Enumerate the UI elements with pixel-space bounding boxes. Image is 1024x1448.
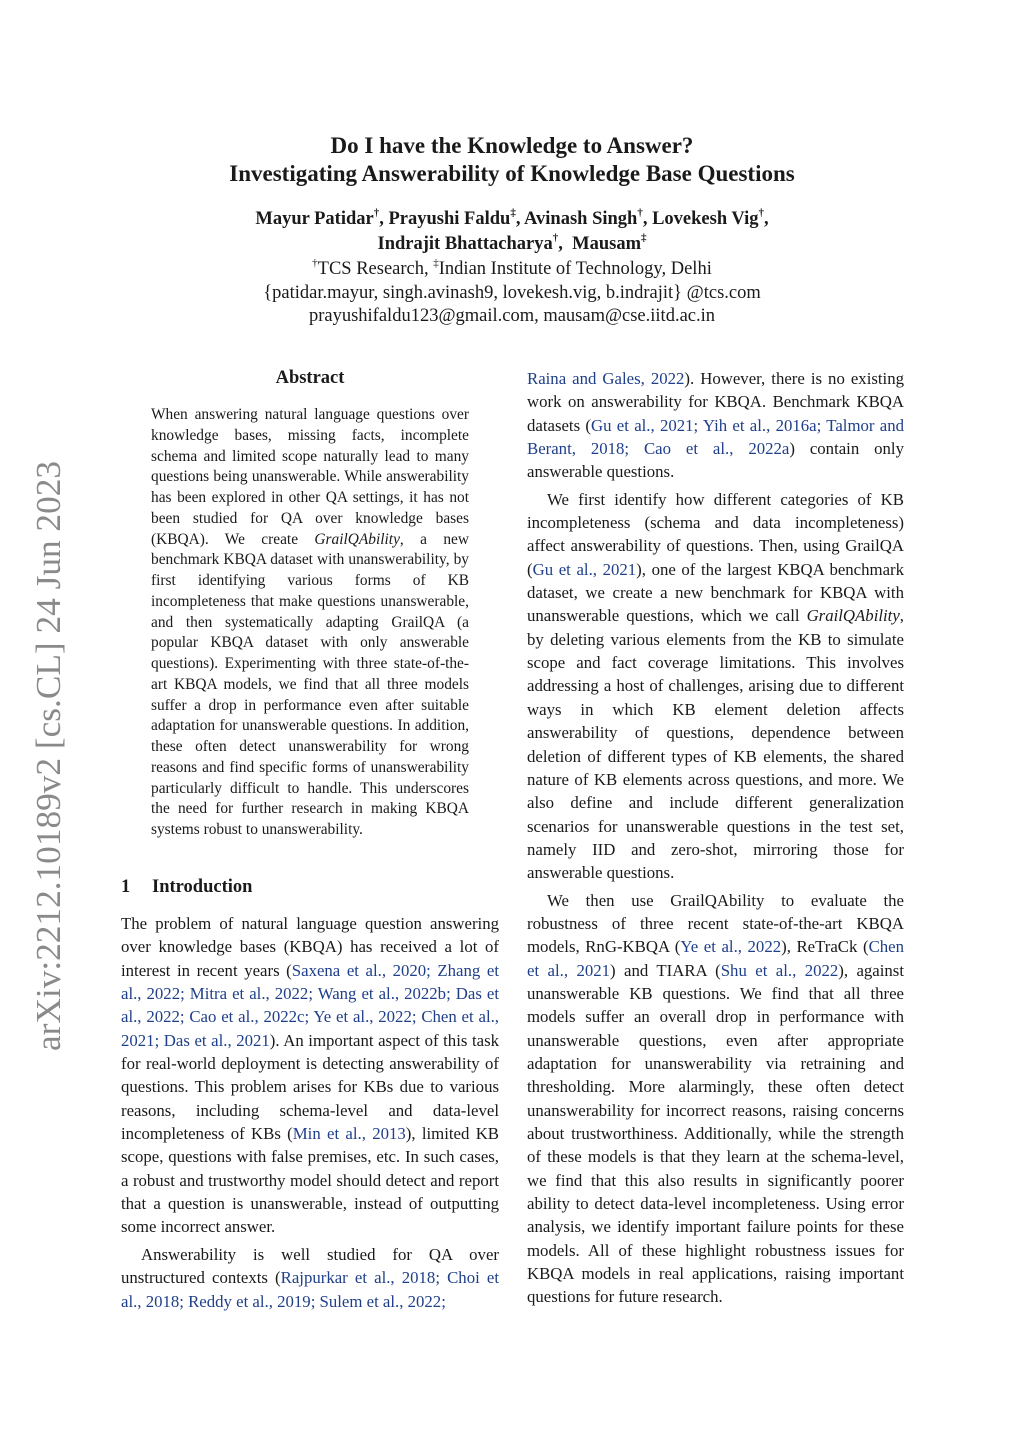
left-column-body <box>121 912 499 1313</box>
arxiv-stamp <box>8 456 80 1056</box>
affiliation-line: †TCS Research, ‡Indian Institute of Technology, Delhi <box>312 256 712 279</box>
intro-paragraph-4: We then use GrailQAbility to evaluate the robustness of three recent state-of-the-art KBQA models, RnG-KBQA (Ye et al., 2022), ReTraCk (Chen et al., 2021) and TIARA (Shu et al., 2022), against unanswerable KB questions. We find that all three models suffer an overall drop in performance with unanswerable questions, even after appropriate adaptation for unanswerability via retraining and thresholding. More alarmingly, these often detect unanswerability for incorrect reasons, raising concerns about trustworthiness. Additionally, while the strength of these models is that they learn at the schema-level, we find that this also results in significantly poorer ability to detect data-level incompleteness. Using error analysis, we identify important failure points for these models. All of these highlight robustness issues for KBQA models in real applications, raising important questions for future research. <box>527 890 904 1307</box>
title-line-1: Do I have the Knowledge to Answer? <box>330 133 694 158</box>
intro-paragraph-2-start: Answerability is well studied for QA over unstructured contexts (Rajpurkar et al., 2018; Choi et al., 2018; Reddy et al., 2019; Sulem et al., 2022; <box>121 1244 499 1311</box>
author-name: Indrajit Bhattacharya <box>377 234 553 254</box>
title-line-2: Investigating Answerability of Knowledge Base Questions <box>229 161 795 186</box>
author-name: Avinash Singh <box>524 209 638 229</box>
author-mark: † <box>758 206 764 219</box>
author-mark: ‡ <box>510 206 516 219</box>
intro-paragraph-3: We first identify how different categories of KB incompleteness (schema and data incompleteness) affect answerability of questions. Then, using GrailQA (Gu et al., 2021), one of the largest KBQA benchmark dataset, we create a new benchmark for KBQA with unanswerable questions, which we call GrailQAbility, by deleting various elements from the KB to simulate scope and fact coverage limitations. This involves addressing a host of challenges, arising due to different ways in which KB element deletion affects answerability of questions, dependence between deletion of different types of KB elements, the shared nature of KB elements across questions, and more. We also define and include different generalization scenarios for unanswerable questions in the test set, namely IID and zero-shot, mirroring those for answerable questions. <box>527 489 904 883</box>
author-mark: † <box>552 231 559 244</box>
intro-paragraph-1: The problem of natural language question answering over knowledge bases (KBQA) has received a lot of interest in recent years (Saxena et al., 2020; Zhang et al., 2022; Mitra et al., 2022; Wang et al., 2022b; Das et al., 2022; Cao et al., 2022c; Ye et al., 2022; Chen et al., 2021; Das et al., 2021). An important aspect of this task for real-world deployment is detecting answerability of questions. This problem arises for KBs due to various reasons, including schema-level and data-level incompleteness of KBs (Min et al., 2013), limited KB scope, questions with false premises, etc. In such cases, a robust and trustworthy model should detect and report that a question is unanswerable, instead of outputting some incorrect answer. <box>121 914 500 1237</box>
citation-link[interactable]: Shu et al., 2022 <box>720 960 839 980</box>
email-line-1: {patidar.mayur, singh.avinash9, lovekesh.vig, b.indrajit} @tcs.com <box>263 282 761 303</box>
citation-link[interactable]: Raina and Gales, 2022 <box>527 369 685 388</box>
right-column-body <box>527 367 904 1309</box>
affiliations <box>120 258 904 329</box>
abstract-heading: Abstract <box>275 368 345 388</box>
citation-link[interactable]: Ye et al., 2022 <box>680 937 782 957</box>
section-number: 1 <box>121 877 131 897</box>
citation-link[interactable]: Min et al., 2013 <box>292 1124 406 1144</box>
author-mark: † <box>373 206 380 219</box>
author-name: Prayushi Faldu <box>388 209 511 229</box>
citation-link[interactable]: Chen et al., 2021 <box>527 937 904 980</box>
citation-link[interactable]: Gu et al., 2021 <box>532 559 637 579</box>
arxiv-stamp-svg <box>8 456 80 1056</box>
section-title: Introduction <box>152 877 253 897</box>
author-mark: † <box>637 206 643 219</box>
citation-link[interactable]: Gu et al., 2021; Yih et al., 2016a; Talmor and Berant, 2018; Cao et al., 2022a <box>527 415 904 459</box>
author-name: Mausam <box>572 234 641 254</box>
author-name: Lovekesh Vig <box>652 209 759 229</box>
paper-title <box>120 132 904 188</box>
citation-link[interactable]: Rajpurkar et al., 2018; Choi et al., 2018; Reddy et al., 2019; Sulem et al., 2022; <box>121 1268 499 1311</box>
author-mark: ‡ <box>641 231 647 244</box>
author-name: Mayur Patidar <box>255 209 374 229</box>
intro-paragraph-2-continued: Raina and Gales, 2022). However, there is no existing work on answerability for KBQA. Benchmark KBQA datasets (Gu et al., 2021; Yih et al., 2016a; Talmor and Berant, 2018; Cao et al., 2022a) contain only answerable questions. <box>527 369 904 482</box>
author-list: Mayur Patidar†, Prayushi Faldu‡, Avinash Singh†, Lovekesh Vig†, Indrajit Bhattacharya†, Mausam‡ <box>255 206 769 254</box>
citation-link[interactable]: Saxena et al., 2020; Zhang et al., 2022; Mitra et al., 2022; Wang et al., 2022b; Das et al., 2022; Cao et al., 2022c; Ye et al., 2022; Chen et al., 2021; Das et al., 2021 <box>121 960 499 1050</box>
arxiv-stamp-text: arXiv:2212.10189v2 [cs.CL] 24 Jun 2023 <box>29 465 68 1051</box>
section-heading-introduction <box>121 877 252 898</box>
dataset-name: GrailQAbility <box>314 530 400 548</box>
abstract-body: When answering natural language questions over knowledge bases, missing facts, incomplete schema and limited scope naturally lead to many questions being unanswerable. While answerability has been explored in other QA settings, it has not been studied for QA over knowledge bases (KBQA). We create GrailQAbility, a new benchmark KBQA dataset with unanswerability, by first identifying various forms of KB incompleteness that make questions unanswerable, and then systematically adapting GrailQA (a popular KBQA dataset with only answerable questions). Experimenting with three state-of-the-art KBQA models, we find that all three models suffer a drop in performance even after suitable adaptation for unanswerable questions. In addition, these often detect unanswerability for wrong reasons and find specific forms of unanswerability particularly difficult to handle. This underscores the need for further research in making KBQA systems robust to unanswerability. <box>151 406 469 838</box>
email-line-2: prayushifaldu123@gmail.com, mausam@cse.iitd.ac.in <box>308 306 716 326</box>
